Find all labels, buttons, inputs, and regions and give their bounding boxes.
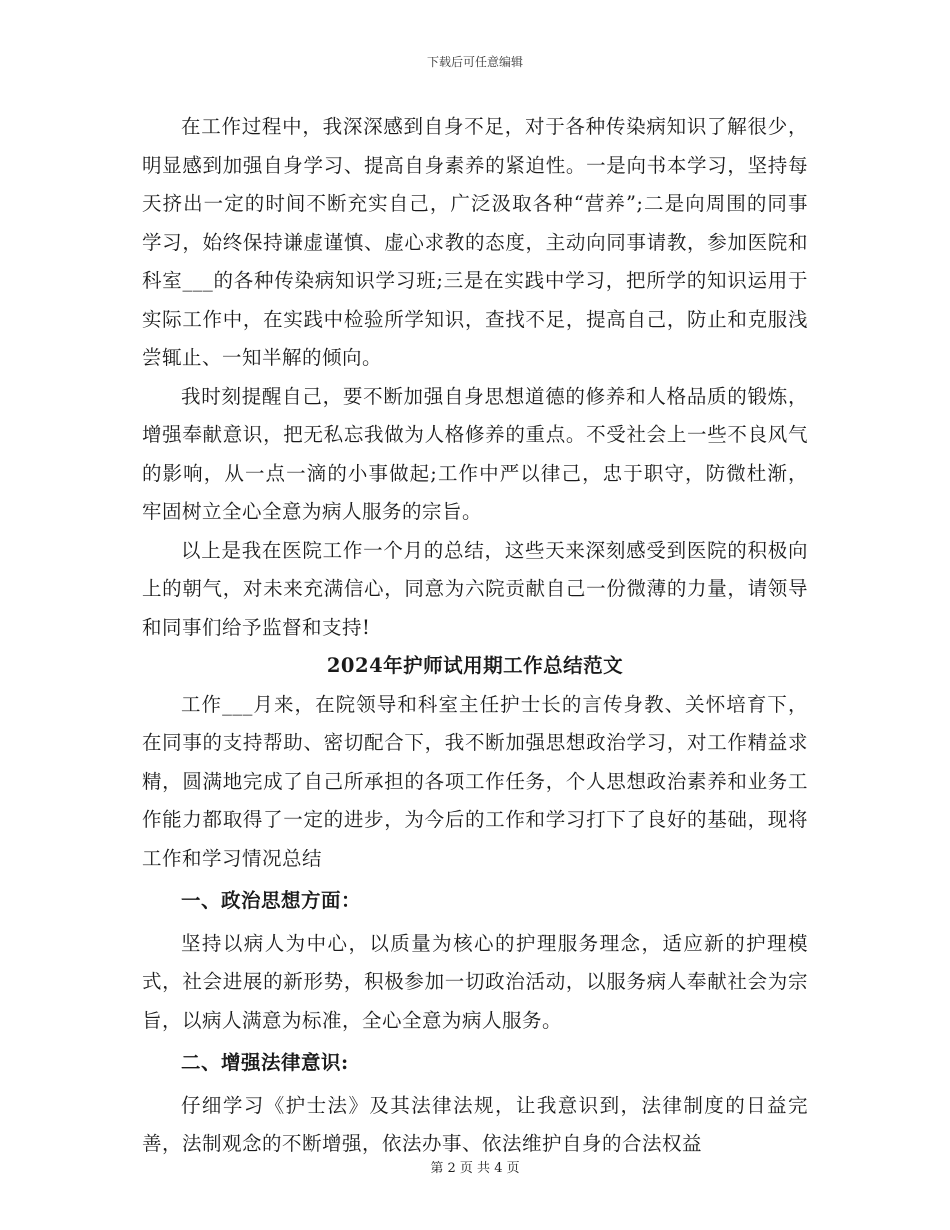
paragraph-self-study: 在工作过程中，我深深感到自身不足，对于各种传染病知识了解很少，明显感到加强自身学习、提高自身素养的紧迫性。一是向书本学习，坚持每天挤出一定的时间不断充实自己，广泛汲取各种“营养”;二是向周围的同事学习，始终保持谦虚谨慎、虚心求教的态度，主动向同事请教，参加医院和科室___的各种传染病知识学习班;三是在实践中学习，把所学的知识运用于实际工作中，在实践中检验所学知识，查找不足，提高自己，防止和克服浅尝辄止、一知半解的倾向。 [142, 115, 808, 369]
section-title: 2024年护师试用期工作总结范文 [326, 654, 624, 677]
paragraph-legal-awareness: 仔细学习《护士法》及其法律法规，让我意识到，法律制度的日益完善，法制观念的不断增强，依法办事、依法维护自身的合法权益 [142, 1093, 808, 1155]
paragraph-moral-cultivation: 我时刻提醒自己，要不断加强自身思想道德的修养和人格品质的锻炼，增强奉献意识，把无私忘我做为人格修养的重点。不受社会上一些不良风气的影响，从一点一滴的小事做起;工作中严以律己，忠于职守，防微杜渐，牢固树立全心全意为病人服务的宗旨。 [142, 384, 808, 523]
heading-political-thought: 一、政治思想方面： [181, 889, 362, 912]
paragraph-conclusion: 以上是我在医院工作一个月的总结，这些天来深刻感受到医院的积极向上的朝气，对未来充满信心，同意为六院贡献自己一份微薄的力量，请领导和同事们给予监督和支持! [142, 538, 808, 639]
paragraph-political-thought: 坚持以病人为中心，以质量为核心的护理服务理念，适应新的护理模式，社会进展的新形势，积极参加一切政治活动，以服务病人奉献社会为宗旨，以病人满意为标准，全心全意为病人服务。 [142, 931, 808, 1032]
document-body [142, 108, 808, 1164]
page-header: 下载后可任意编辑 [426, 55, 523, 69]
heading-legal-awareness: 二、增强法律意识: [181, 1051, 349, 1074]
page-number: 第 2 页 共 4 页 [430, 1161, 520, 1176]
paragraph-intro: 工作___月来，在院领导和科室主任护士长的言传身教、关怀培育下，在同事的支持帮助、密切配合下，我不断加强思想政治学习，对工作精益求精，圆满地完成了自己所承担的各项工作任务，个人思想政治素养和业务工作能力都取得了一定的进步，为今后的工作和学习打下了良好的基础，现将工作和学习情况总结 [142, 692, 808, 870]
